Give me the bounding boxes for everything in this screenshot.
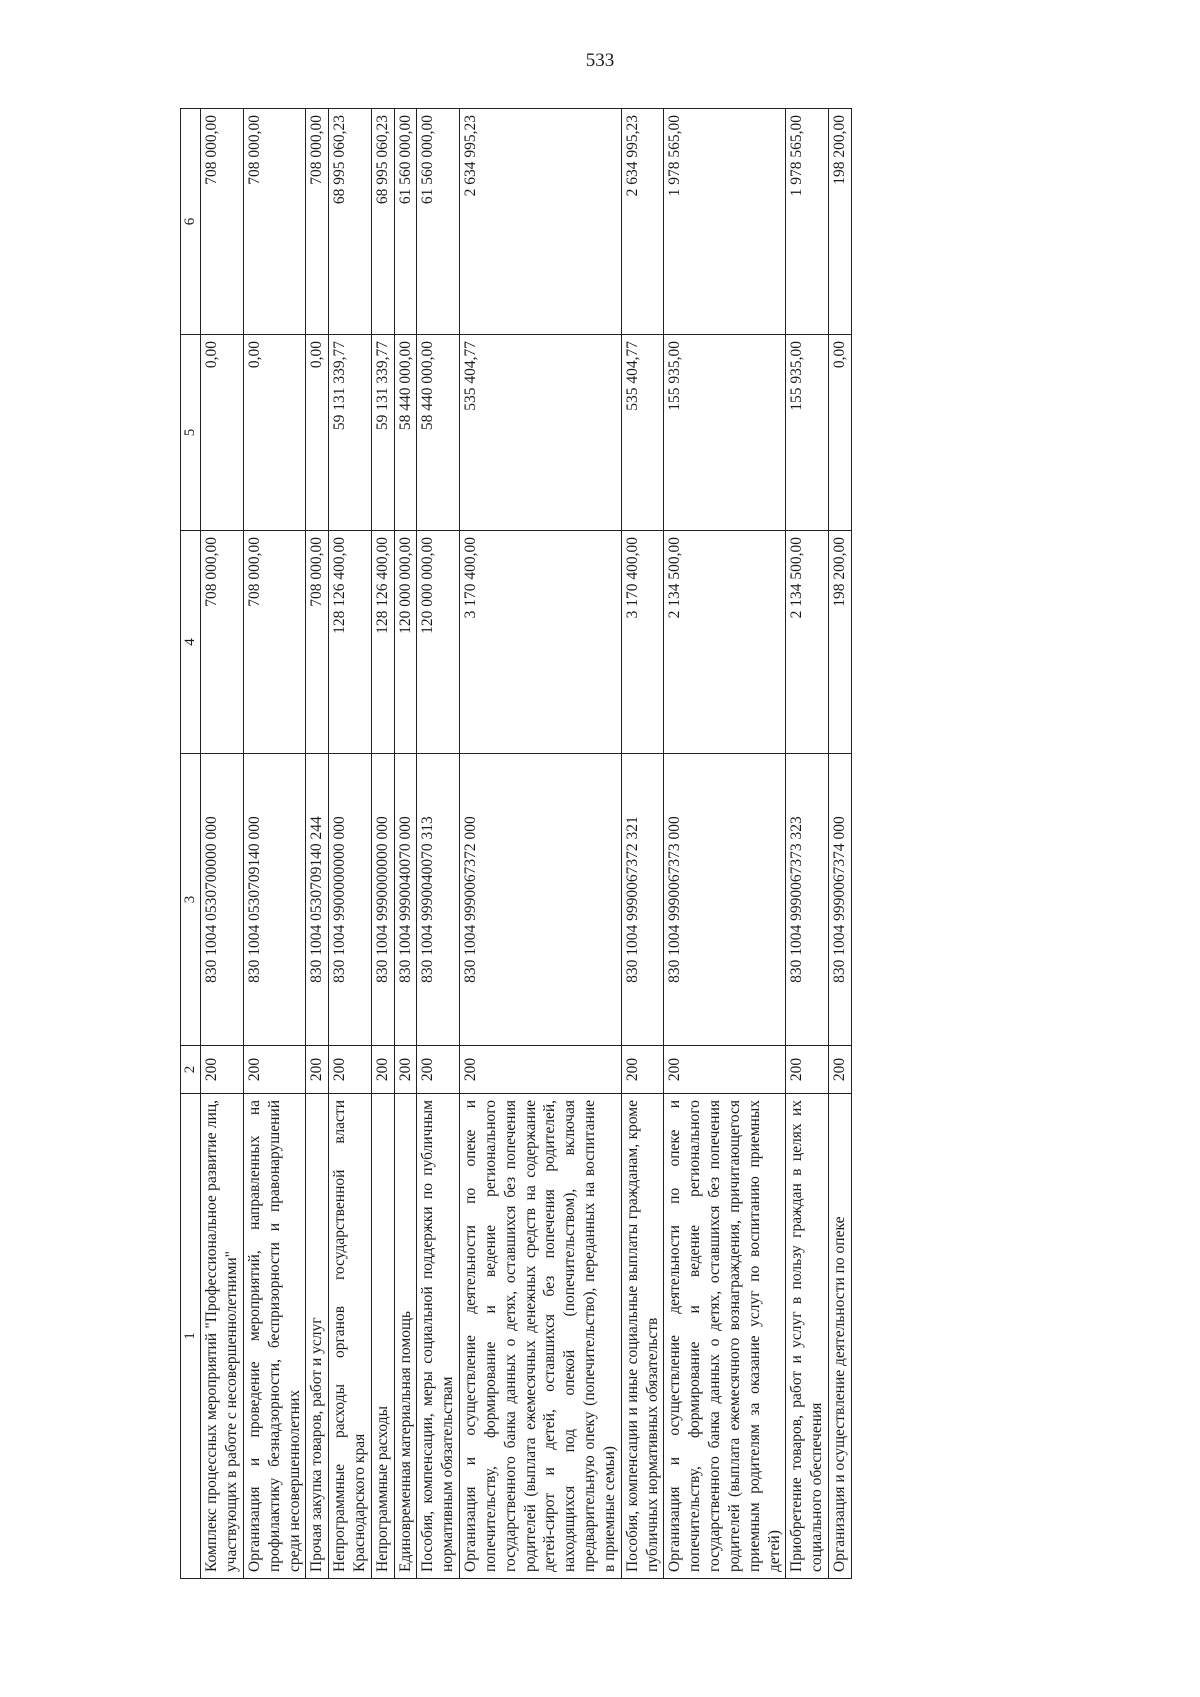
row-type-cell: 200 [460, 1046, 622, 1094]
row-code-cell: 830 1004 9990040070 000 [394, 754, 417, 1046]
column-number: 4 [181, 531, 201, 754]
row-name-cell: Непрограммные расходы [371, 1094, 394, 1579]
row-plan-cell: 3 170 400,00 [621, 531, 664, 754]
row-plan-cell: 2 134 500,00 [786, 531, 829, 754]
table-row [371, 109, 394, 1579]
table-row [329, 109, 372, 1579]
column-number: 1 [181, 1094, 201, 1579]
row-name-cell: Пособия, компенсации и иные социальные выплаты гражданам, кроме публичных нормативных обязательств [621, 1094, 664, 1579]
row-name-cell: Непрограммные расходы органов государственной власти Краснодарского края [329, 1094, 372, 1579]
row-executed-cell: 58 440 000,00 [394, 335, 417, 531]
table-row [306, 109, 329, 1579]
row-remainder-cell: 61 560 000,00 [394, 109, 417, 335]
row-executed-cell: 0,00 [306, 335, 329, 531]
row-remainder-cell: 708 000,00 [306, 109, 329, 335]
row-name-cell: Организация и осуществление деятельности по опеке и попечительству, формирование и ведение регионального государственного банка данных о детях, оставшихся без попечения родителей (выплата ежемесячного вознаграждения, причитающегося приемным родителям за оказание услуг по воспитанию приемных детей) [664, 1094, 786, 1579]
row-remainder-cell: 68 995 060,23 [329, 109, 372, 335]
row-plan-cell: 708 000,00 [201, 531, 244, 754]
row-code-cell: 830 1004 9990040070 313 [417, 754, 460, 1046]
row-plan-cell: 128 126 400,00 [329, 531, 372, 754]
row-name-cell: Организация и осуществление деятельности по опеке [829, 1094, 852, 1579]
row-remainder-cell: 1 978 565,00 [664, 109, 786, 335]
row-remainder-cell: 708 000,00 [243, 109, 305, 335]
row-executed-cell: 0,00 [243, 335, 305, 531]
column-number: 5 [181, 335, 201, 531]
row-executed-cell: 58 440 000,00 [417, 335, 460, 531]
row-remainder-cell: 2 634 995,23 [621, 109, 664, 335]
row-code-cell: 830 1004 9990067374 000 [829, 754, 852, 1046]
row-name-cell: Прочая закупка товаров, работ и услуг [306, 1094, 329, 1579]
row-plan-cell: 198 200,00 [829, 531, 852, 754]
row-type-cell: 200 [417, 1046, 460, 1094]
row-type-cell: 200 [394, 1046, 417, 1094]
row-type-cell: 200 [201, 1046, 244, 1094]
row-type-cell: 200 [621, 1046, 664, 1094]
row-remainder-cell: 1 978 565,00 [786, 109, 829, 335]
table-row [664, 109, 786, 1579]
column-number: 3 [181, 754, 201, 1046]
row-type-cell: 200 [786, 1046, 829, 1094]
row-name-cell: Комплекс процессных мероприятий "Профессиональное развитие лиц, участвующих в работе с несовершеннолетними" [201, 1094, 244, 1579]
row-code-cell: 830 1004 0530700000 000 [201, 754, 244, 1046]
row-name-cell: Организация и проведение мероприятий, направленных на профилактику безнадзорности, беспризорности и правонарушений среди несовершеннолетних [243, 1094, 305, 1579]
column-number: 6 [181, 109, 201, 335]
row-type-cell: 200 [371, 1046, 394, 1094]
row-type-cell: 200 [664, 1046, 786, 1094]
row-type-cell: 200 [329, 1046, 372, 1094]
page-number: 533 [585, 50, 615, 71]
row-name-cell: Пособия, компенсации, меры социальной поддержки по публичным нормативным обязательствам [417, 1094, 460, 1579]
row-executed-cell: 155 935,00 [786, 335, 829, 531]
row-plan-cell: 120 000 000,00 [417, 531, 460, 754]
column-number-row [181, 109, 201, 1579]
row-type-cell: 200 [306, 1046, 329, 1094]
row-executed-cell: 535 404,77 [460, 335, 622, 531]
table-row [201, 109, 244, 1579]
row-plan-cell: 128 126 400,00 [371, 531, 394, 754]
row-code-cell: 830 1004 9990067372 000 [460, 754, 622, 1046]
table-row [829, 109, 852, 1579]
table-row [786, 109, 829, 1579]
row-executed-cell: 0,00 [201, 335, 244, 531]
row-remainder-cell: 198 200,00 [829, 109, 852, 335]
column-number: 2 [181, 1046, 201, 1094]
row-plan-cell: 708 000,00 [306, 531, 329, 754]
row-type-cell: 200 [243, 1046, 305, 1094]
rotated-table-wrapper [180, 109, 1110, 1579]
row-name-cell: Приобретение товаров, работ и услуг в пользу граждан в целях их социального обеспечения [786, 1094, 829, 1579]
row-executed-cell: 59 131 339,77 [371, 335, 394, 531]
row-executed-cell: 59 131 339,77 [329, 335, 372, 531]
row-remainder-cell: 61 560 000,00 [417, 109, 460, 335]
table-row [243, 109, 305, 1579]
row-name-cell: Организация и осуществление деятельности по опеке и попечительству, формирование и ведение регионального государственного банка данных о детях, оставшихся без попечения родителей (выплата ежемесячных денежных средств на содержание детей-сирот и детей, оставшихся без попечения родителей, находящихся под опекой (попечительством), включая предварительную опеку (попечительство), переданных на воспитание в приемные семьи) [460, 1094, 622, 1579]
row-code-cell: 830 1004 9990067373 323 [786, 754, 829, 1046]
row-code-cell: 830 1004 9900000000 000 [329, 754, 372, 1046]
table-row [417, 109, 460, 1579]
row-type-cell: 200 [829, 1046, 852, 1094]
row-code-cell: 830 1004 0530709140 000 [243, 754, 305, 1046]
row-remainder-cell: 68 995 060,23 [371, 109, 394, 335]
row-plan-cell: 708 000,00 [243, 531, 305, 754]
budget-table [180, 108, 852, 1579]
row-code-cell: 830 1004 9990067372 321 [621, 754, 664, 1046]
table-row [394, 109, 417, 1579]
row-remainder-cell: 2 634 995,23 [460, 109, 622, 335]
table-row [460, 109, 622, 1579]
row-code-cell: 830 1004 9990000000 000 [371, 754, 394, 1046]
row-code-cell: 830 1004 9990067373 000 [664, 754, 786, 1046]
row-code-cell: 830 1004 0530709140 244 [306, 754, 329, 1046]
row-executed-cell: 0,00 [829, 335, 852, 531]
row-executed-cell: 535 404,77 [621, 335, 664, 531]
row-plan-cell: 120 000 000,00 [394, 531, 417, 754]
table-row [621, 109, 664, 1579]
row-remainder-cell: 708 000,00 [201, 109, 244, 335]
table-body [201, 109, 852, 1579]
row-plan-cell: 3 170 400,00 [460, 531, 622, 754]
row-name-cell: Единовременная материальная помощь [394, 1094, 417, 1579]
row-plan-cell: 2 134 500,00 [664, 531, 786, 754]
row-executed-cell: 155 935,00 [664, 335, 786, 531]
